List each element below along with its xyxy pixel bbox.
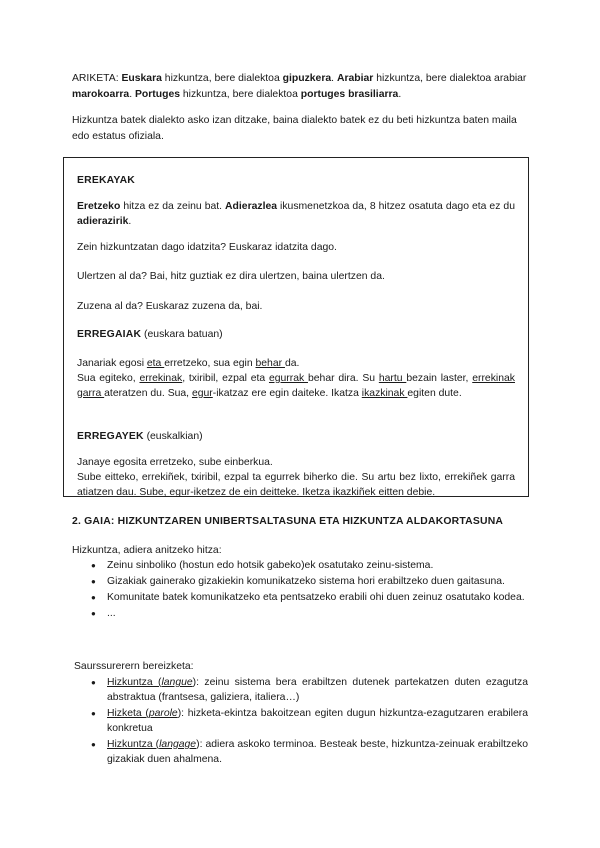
erregaiak-heading bbox=[77, 328, 515, 343]
adierazlea-word: Adierazlea bbox=[225, 201, 278, 212]
text-run: ateratzen du. Sua, bbox=[104, 387, 192, 399]
erregaiak-text bbox=[77, 357, 515, 401]
intro-paragraph-status: Hizkuntza batek dialekto asko izan ditzake, baina dialekto batek ez du beti hizkuntza baten maila edo estatus ofiziala. bbox=[72, 115, 517, 142]
lang-portuges: Portuges bbox=[134, 88, 181, 100]
text-run: da. bbox=[284, 358, 300, 369]
term-close: ) bbox=[177, 708, 182, 719]
underlined-word: egurrak bbox=[268, 372, 308, 384]
underlined-word: ikazkinak bbox=[361, 387, 408, 399]
lang-euskara: Euskara bbox=[121, 73, 162, 84]
erregayek-heading bbox=[77, 430, 515, 445]
erekayak-analysis: Eretzeko hitza ez da zeinu bat. Adierazlea ikusmenetzkoa da, 8 hitzez osatuta dago eta ez du adierazirik. bbox=[77, 201, 515, 227]
term-italic: langue bbox=[161, 677, 193, 688]
list-item: ● ... bbox=[72, 606, 528, 621]
term-langue bbox=[107, 677, 193, 688]
intro-text: hizkuntza, bere dialektoa bbox=[161, 73, 283, 84]
underlined-word: eta bbox=[146, 358, 165, 369]
term-parole bbox=[107, 708, 178, 719]
list-item: ● Komunitate batek komunikatzeko eta pentsatzeko erabili ohi duen zeinuz osatutako kodea. bbox=[72, 590, 528, 605]
text-run: egiten dute. bbox=[407, 387, 462, 399]
erregayek-title: ERREGAYEK bbox=[77, 431, 144, 442]
text-run: Sua egiteko, bbox=[77, 372, 140, 384]
saussure-intro: Saurssurerern bereizketa: bbox=[74, 661, 194, 672]
dialect-marokoarra: marokoarra bbox=[72, 88, 130, 100]
list-item: ● Zeinu sinboliko (hostun edo hotsik gabeko)ek osatutako zeinu-sistema. bbox=[72, 558, 528, 573]
question-language: Zein hizkuntzatan dago idatzita? Euskaraz idatzita dago. bbox=[77, 242, 337, 253]
erekayak-title: EREKAYAK bbox=[77, 175, 136, 186]
section-2-heading: 2. GAIA: HIZKUNTZAREN UNIBERTSALTASUNA ETA HIZKUNTZA ALDAKORTASUNA bbox=[72, 516, 504, 527]
exercise-box bbox=[63, 157, 529, 497]
term-italic: parole bbox=[148, 708, 178, 719]
text-run: bezain laster, bbox=[406, 372, 473, 384]
definition-text: : hizketa-ekintza bakoitzean egiten dugun hizkuntza-ezagutzaren erabilera konkretua bbox=[107, 708, 528, 734]
term-close: ) bbox=[196, 739, 200, 750]
list-item bbox=[72, 737, 528, 767]
exercise-label: ARIKETA: bbox=[72, 73, 119, 84]
definition-text: : zeinu sistema bera erabiltzen dutenek partekatzen duten ezagutza abstraktua (frantsesa, galiziera, italiera…) bbox=[107, 677, 529, 703]
term-close: ) bbox=[192, 677, 197, 688]
underlined-word: errekinak bbox=[139, 372, 183, 384]
text-run: Sube eitteko, errekiñek, txiribil, ezpal ta egurrek biherko die. Su artu bez lixto, errekiñek garra atiatzen dau. Sube, egur-iketzez de ein deitteke. Iketza ikazkiñek eitten debie. bbox=[77, 471, 515, 498]
text-run: Janariak egosi bbox=[77, 358, 147, 369]
list-item bbox=[72, 675, 528, 705]
analysis-text: hitza ez da zeinu bat. bbox=[120, 201, 226, 212]
dialect-portuges-brasiliarra: portuges brasiliarra bbox=[300, 88, 399, 100]
erregayek-text bbox=[77, 456, 515, 500]
term-italic: langage bbox=[159, 739, 197, 750]
term-langage bbox=[107, 739, 196, 750]
intro-paragraph-dialects: ARIKETA: Euskara hizkuntza, bere dialektoa gipuzkera. Arabiar hizkuntza, bere dialektoa arabiar marokoarra. Portuges hizkuntza, bere dialektoa portuges brasiliarra. bbox=[72, 73, 527, 100]
text-run: behar dira. Su bbox=[307, 372, 379, 384]
term-text: Hizkuntza ( bbox=[107, 677, 162, 688]
definition-text: : adiera askoko terminoa. Besteak beste, hizkuntza-zeinuak erabiltzeko gizakiak duen ahalmena. bbox=[107, 739, 529, 765]
text-run: erretzeko, sua egin bbox=[164, 358, 256, 369]
saussure-list bbox=[72, 675, 528, 768]
question-correct: Zuzena al da? Euskaraz zuzena da, bai. bbox=[77, 301, 263, 312]
list-item: ● Gizakiak gainerako gizakiekin komunikatzeko sistema hori erabiltzeko duen gaitasuna. bbox=[72, 574, 528, 589]
question-understood: Ulertzen al da? Bai, hitz guztiak ez dira ulertzen, baina ulertzen da. bbox=[77, 271, 385, 282]
term-text: Hizkuntza ( bbox=[107, 739, 160, 750]
underlined-word: egur bbox=[191, 387, 213, 399]
term-text: Hizketa ( bbox=[107, 708, 149, 719]
definitions-list bbox=[72, 558, 528, 622]
eretzeko-word: Eretzeko bbox=[77, 201, 121, 212]
underlined-word: errekinak garra bbox=[77, 372, 515, 399]
text-run: , txiribil, ezpal eta bbox=[182, 372, 269, 384]
adierazirik-word: adierazirik bbox=[77, 215, 129, 227]
dialect-gipuzkera: gipuzkera bbox=[282, 73, 332, 84]
list-item bbox=[72, 706, 528, 736]
intro-text: hizkuntza, bere dialektoa bbox=[180, 88, 301, 100]
analysis-text: ikusmenetzkoa da, 8 hitzez osatuta dago eta ez du bbox=[277, 201, 515, 212]
underlined-word: hartu bbox=[378, 372, 407, 384]
erregaiak-title: ERREGAIAK bbox=[77, 329, 142, 340]
underlined-word: behar bbox=[255, 358, 285, 369]
text-run: -ikatzaz ere egin daiteke. Ikatza bbox=[212, 387, 362, 399]
erregayek-note: (euskalkian) bbox=[146, 431, 203, 442]
section-2-intro: Hizkuntza, adiera anitzeko hitza: bbox=[72, 545, 222, 556]
erregaiak-note: (euskara batuan) bbox=[144, 329, 223, 340]
text-run: Janaye egosita erretzeko, sube einberkua. bbox=[77, 457, 273, 468]
lang-arabiar: Arabiar bbox=[336, 73, 374, 84]
intro-text: hizkuntza, bere dialektoa arabiar bbox=[373, 73, 527, 84]
